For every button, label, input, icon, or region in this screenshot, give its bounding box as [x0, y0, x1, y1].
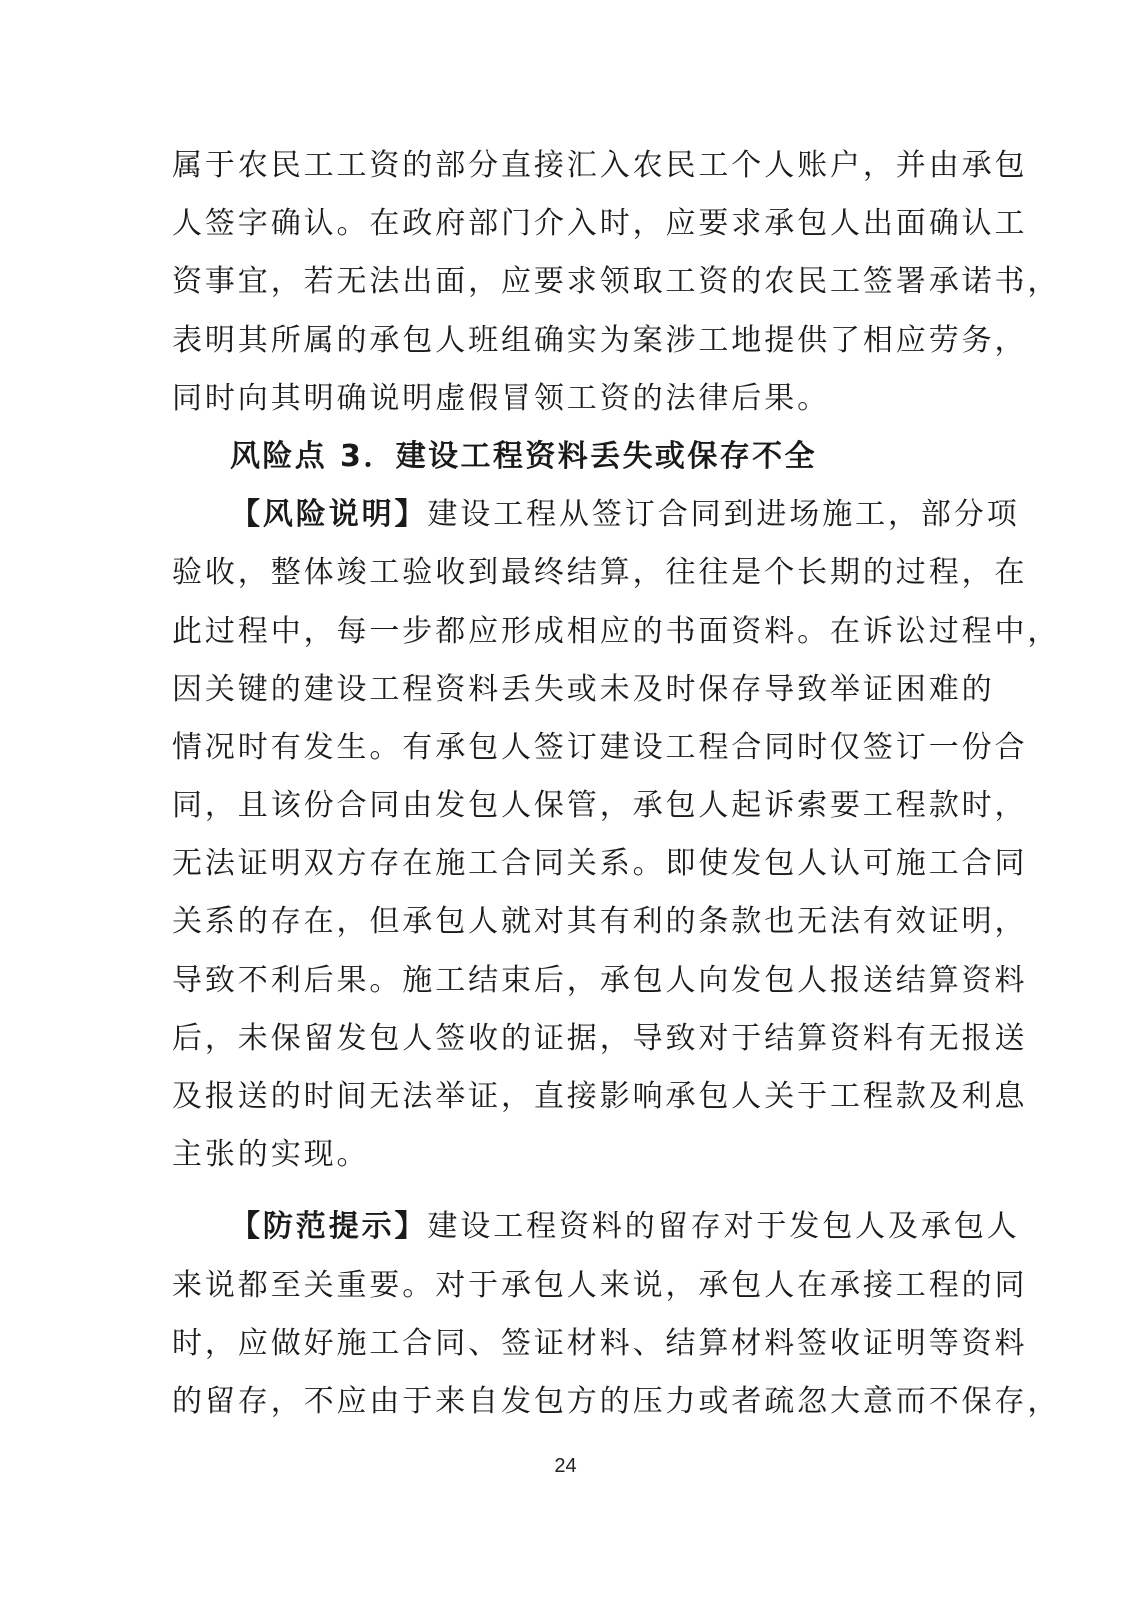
- paragraph-line: 因关键的建设工程资料丢失或未及时保存导致举证困难的: [172, 671, 995, 707]
- page-number: 24: [554, 1455, 577, 1477]
- paragraph-line: 后，未保留发包人签收的证据，导致对于结算资料有无报送: [172, 1020, 1028, 1056]
- section-heading: 风险点 3．建设工程资料丢失或保存不全: [230, 438, 817, 474]
- paragraph-line-text: 建设工程资料的留存对于发包人及承包人: [427, 1209, 1020, 1245]
- page-body: [172, 137, 1061, 1431]
- paragraph-line: 同时向其明确说明虚假冒领工资的法律后果。: [172, 380, 830, 416]
- paragraph-line: 人签字确认。在政府部门介入时，应要求承包人出面确认工: [172, 206, 1028, 242]
- paragraph-line: 此过程中，每一步都应形成相应的书面资料。在诉讼过程中，: [172, 613, 1061, 649]
- paragraph-line: 主张的实现。: [172, 1137, 370, 1173]
- paragraph-line: 情况时有发生。有承包人签订建设工程合同时仅签订一份合: [172, 729, 1028, 765]
- paragraph-line: 属于农民工工资的部分直接汇入农民工个人账户，并由承包: [172, 148, 1028, 183]
- paragraph-line: 验收，整体竣工验收到最终结算，往往是个长期的过程，在: [172, 555, 1028, 591]
- prevention-tip-label: 【防范提示】: [230, 1209, 428, 1245]
- paragraph-line: 来说都至关重要。对于承包人来说，承包人在承接工程的同: [172, 1267, 1028, 1303]
- paragraph-line: 表明其所属的承包人班组确实为案涉工地提供了相应劳务，: [172, 322, 1028, 358]
- prevention-tip-first-line: [172, 1198, 1020, 1256]
- paragraph-line: 及报送的时间无法举证，直接影响承包人关于工程款及利息: [172, 1079, 1028, 1114]
- paragraph-line: 同，且该份合同由发包人保管，承包人起诉索要工程款时，: [172, 788, 1028, 824]
- paragraph-line: 无法证明双方存在施工合同关系。即使发包人认可施工合同: [172, 846, 1028, 882]
- paragraph-line: 导致不利后果。施工结束后，承包人向发包人报送结算资料: [172, 962, 1028, 998]
- paragraph-line: 资事宜，若无法出面，应要求领取工资的农民工签署承诺书，: [172, 264, 1061, 300]
- risk-description-label: 【风险说明】: [230, 497, 428, 533]
- paragraph-line: 的留存，不应由于来自发包方的压力或者疏忽大意而不保存，: [172, 1383, 1061, 1419]
- paragraph-gap: [172, 1184, 944, 1198]
- paragraph-line: 时，应做好施工合同、签证材料、结算材料签收证明等资料: [172, 1325, 1028, 1361]
- paragraph-line-text: 建设工程从签订合同到进场施工，部分项: [427, 497, 1020, 533]
- paragraph-line: 关系的存在，但承包人就对其有利的条款也无法有效证明，: [172, 904, 1028, 940]
- risk-description-first-line: [172, 486, 1020, 544]
